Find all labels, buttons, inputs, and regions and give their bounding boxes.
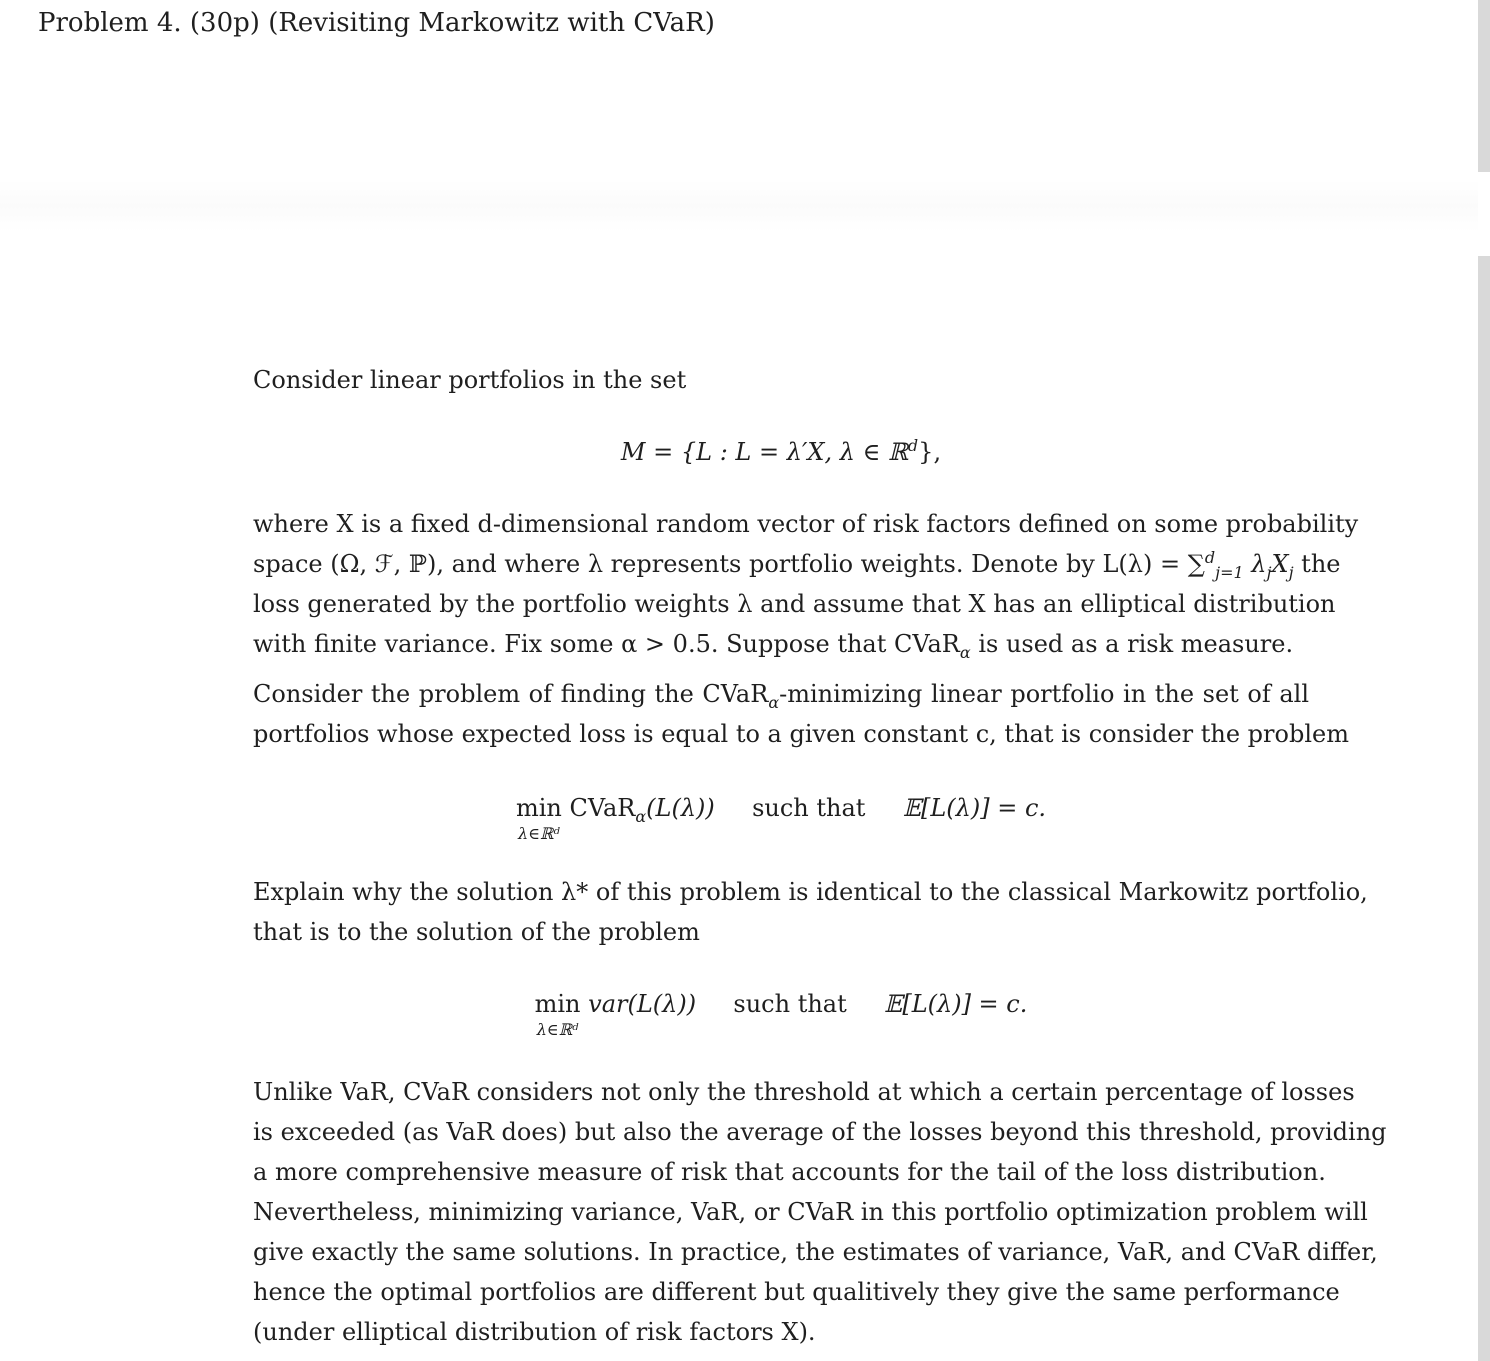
lambda-j-sub: j [1266,562,1272,582]
min-domain: λ∈ℝᵈ [518,824,560,843]
variance-optimization-equation [253,984,1309,1042]
definition-line-4-text: with finite variance. Fix some α > 0.5. Suppose that CVaR [253,630,960,658]
problem-body [253,360,1387,1352]
x-j: X [1271,550,1289,578]
problem-line-1-text: Consider the problem of finding the CVaR [253,680,769,708]
set-definition: = {L : L = λ′X, λ ∈ ℝ [653,438,908,466]
such-that-label: such that [752,794,866,822]
cvar-argument: (L(λ)) [646,794,715,822]
expectation-constraint: 𝔼[L(λ)] = c. [902,794,1047,822]
expectation-constraint-2: 𝔼[L(λ)] = c. [884,990,1028,1018]
scrollbar-thumb-upper[interactable] [1478,0,1490,172]
set-equation [253,432,1309,472]
min-domain-2: λ∈ℝᵈ [536,1020,579,1039]
alpha-sub: α [959,642,971,662]
discussion-line-3: a more comprehensive measure of risk that accounts for the tail of the loss distribution. [253,1158,1326,1186]
discussion-line-2: is exceeded (as VaR does) but also the average of the losses beyond this threshold, providing [253,1118,1387,1146]
definition-paragraph [253,504,1359,664]
problem-line-1-end: -minimizing linear portfolio in the set of all [779,680,1309,708]
such-that-label-2: such that [733,990,847,1018]
set-exponent: d [907,436,919,455]
set-symbol: M [620,438,646,466]
discussion-line-1: Unlike VaR, CVaR considers not only the threshold at which a certain percentage of losses [253,1078,1355,1106]
min-label-2: min [534,990,581,1018]
lambda-j: λ [1243,550,1267,578]
explain-line-2: that is to the solution of the problem [253,918,700,946]
sum-lower: j=1 [1215,562,1244,582]
cvar-optimization-equation [253,788,1309,846]
definition-line-2-end: the [1293,550,1341,578]
explain-line-1: Explain why the solution λ* of this problem is identical to the classical Markowitz portfolio, [253,878,1368,906]
variance-objective: var(L(λ)) [588,990,697,1018]
definition-line-4 [253,624,1309,664]
definition-line-4-end: is used as a risk measure. [970,630,1294,658]
faded-band [0,180,1478,232]
cvar-alpha: α [635,806,647,826]
discussion-line-7: (under elliptical distribution of risk factors X). [253,1318,816,1346]
set-close: }, [918,438,942,466]
min-label: min [515,794,562,822]
problem-title: Problem 4. (30p) (Revisiting Markowitz with CVaR) [38,8,715,38]
definition-line-3: loss generated by the portfolio weights λ and assume that X has an elliptical distribution [253,590,1336,618]
definition-line-2 [253,544,1341,584]
explain-paragraph [253,872,1368,952]
x-j-sub: j [1288,562,1294,582]
problem-paragraph [253,674,1349,754]
discussion-paragraph [253,1072,1387,1352]
min-operator-2 [534,984,581,1039]
sum-upper: d [1204,548,1216,567]
intro-text: Consider linear portfolios in the set [253,366,687,394]
problem-line-1 [253,674,1309,714]
problem-line-2: portfolios whose expected loss is equal to a given constant c, that is consider the problem [253,720,1349,748]
discussion-line-4: Nevertheless, minimizing variance, VaR, or CVaR in this portfolio optimization problem will [253,1198,1368,1226]
scrollbar-thumb-lower[interactable] [1478,256,1490,1361]
discussion-line-6: hence the optimal portfolios are different but qualitively they give the same performance [253,1278,1340,1306]
definition-line-2-text: space (Ω, ℱ, ℙ), and where λ represents portfolio weights. Denote by L(λ) = ∑ [253,550,1205,578]
cvar-objective: CVaR [569,794,636,822]
intro-paragraph [253,360,1309,400]
min-operator [515,788,562,843]
scrollbar-gap [1478,172,1490,256]
problem-alpha-sub: α [768,692,780,712]
definition-line-1: where X is a fixed d-dimensional random vector of risk factors defined on some probability [253,510,1359,538]
discussion-line-5: give exactly the same solutions. In practice, the estimates of variance, VaR, and CVaR differ, [253,1238,1378,1266]
